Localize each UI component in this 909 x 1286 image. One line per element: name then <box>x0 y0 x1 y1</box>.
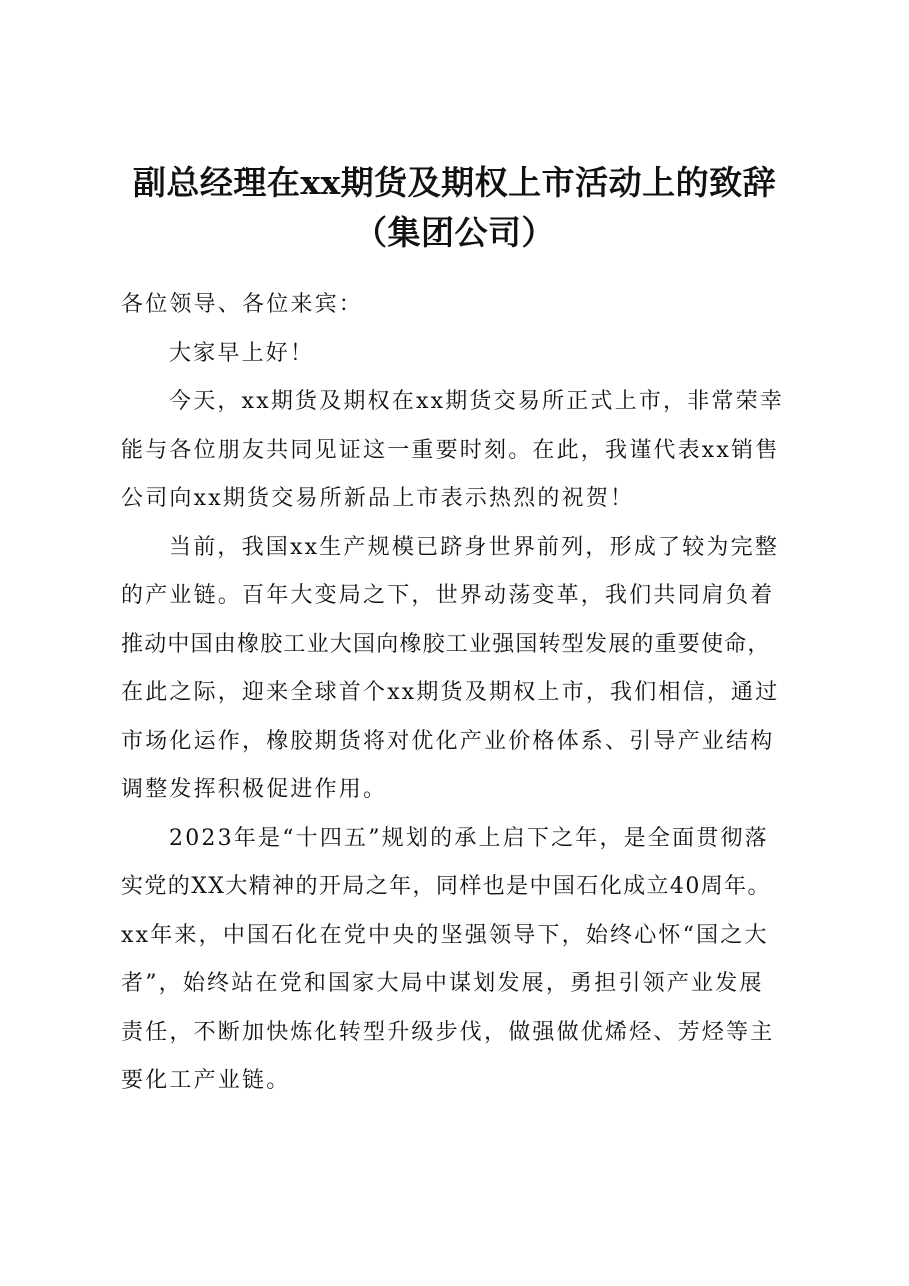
paragraph-line: 推动中国由橡胶工业大国向橡胶工业强国转型发展的重要使命， <box>121 631 771 657</box>
paragraph-opening <box>121 378 801 524</box>
paragraph-greeting <box>121 330 801 379</box>
paragraph-line: 能与各位朋友共同见证这一重要时刻。在此，我谨代表xx销售 <box>121 437 780 463</box>
paragraph-line: 公司向xx期货交易所新品上市表示热烈的祝贺！ <box>121 486 635 511</box>
paragraph-line: 责任，不断加快炼化转型升级步伐，做强做优烯烃、芳烃等主 <box>121 1019 775 1045</box>
paragraph-line: 的产业链。百年大变局之下，世界动荡变革，我们共同肩负着 <box>121 583 775 608</box>
salutation-line: 各位领导、各位来宾： <box>121 292 364 317</box>
salutation <box>121 281 801 330</box>
title-line-1: 副总经理在xx期货及期权上市活动上的致辞 <box>132 163 777 202</box>
paragraph-anniversary <box>121 815 801 1106</box>
document-title <box>0 158 909 258</box>
paragraph-line: 要化工产业链。 <box>121 1068 291 1093</box>
paragraph-line: xx年来，中国石化在党中央的坚强领导下，始终心怀“国之大 <box>121 922 769 948</box>
paragraph-line: 2023年是“十四五”规划的承上启下之年，是全面贯彻落 <box>169 825 769 851</box>
paragraph-line: 市场化运作，橡胶期货将对优化产业价格体系、引导产业结构 <box>121 728 775 754</box>
title-line-2: （集团公司） <box>354 213 555 252</box>
paragraph-line: 当前，我国xx生产规模已跻身世界前列，形成了较为完整 <box>169 534 780 560</box>
paragraph-line: 今天，xx期货及期权在xx期货交易所正式上市，非常荣幸 <box>169 389 785 414</box>
document-body <box>121 281 801 1106</box>
paragraph-industry <box>121 524 801 815</box>
paragraph-line: 者”，始终站在党和国家大局中谋划发展，勇担引领产业发展 <box>121 971 764 996</box>
paragraph-line: 大家早上好！ <box>169 340 315 366</box>
paragraph-line: 在此之际，迎来全球首个xx期货及期权上市，我们相信，通过 <box>121 680 780 705</box>
paragraph-line: 调整发挥积极促进作用。 <box>121 777 388 802</box>
paragraph-line: 实党的XX大精神的开局之年，同样也是中国石化成立40周年。 <box>121 874 771 899</box>
